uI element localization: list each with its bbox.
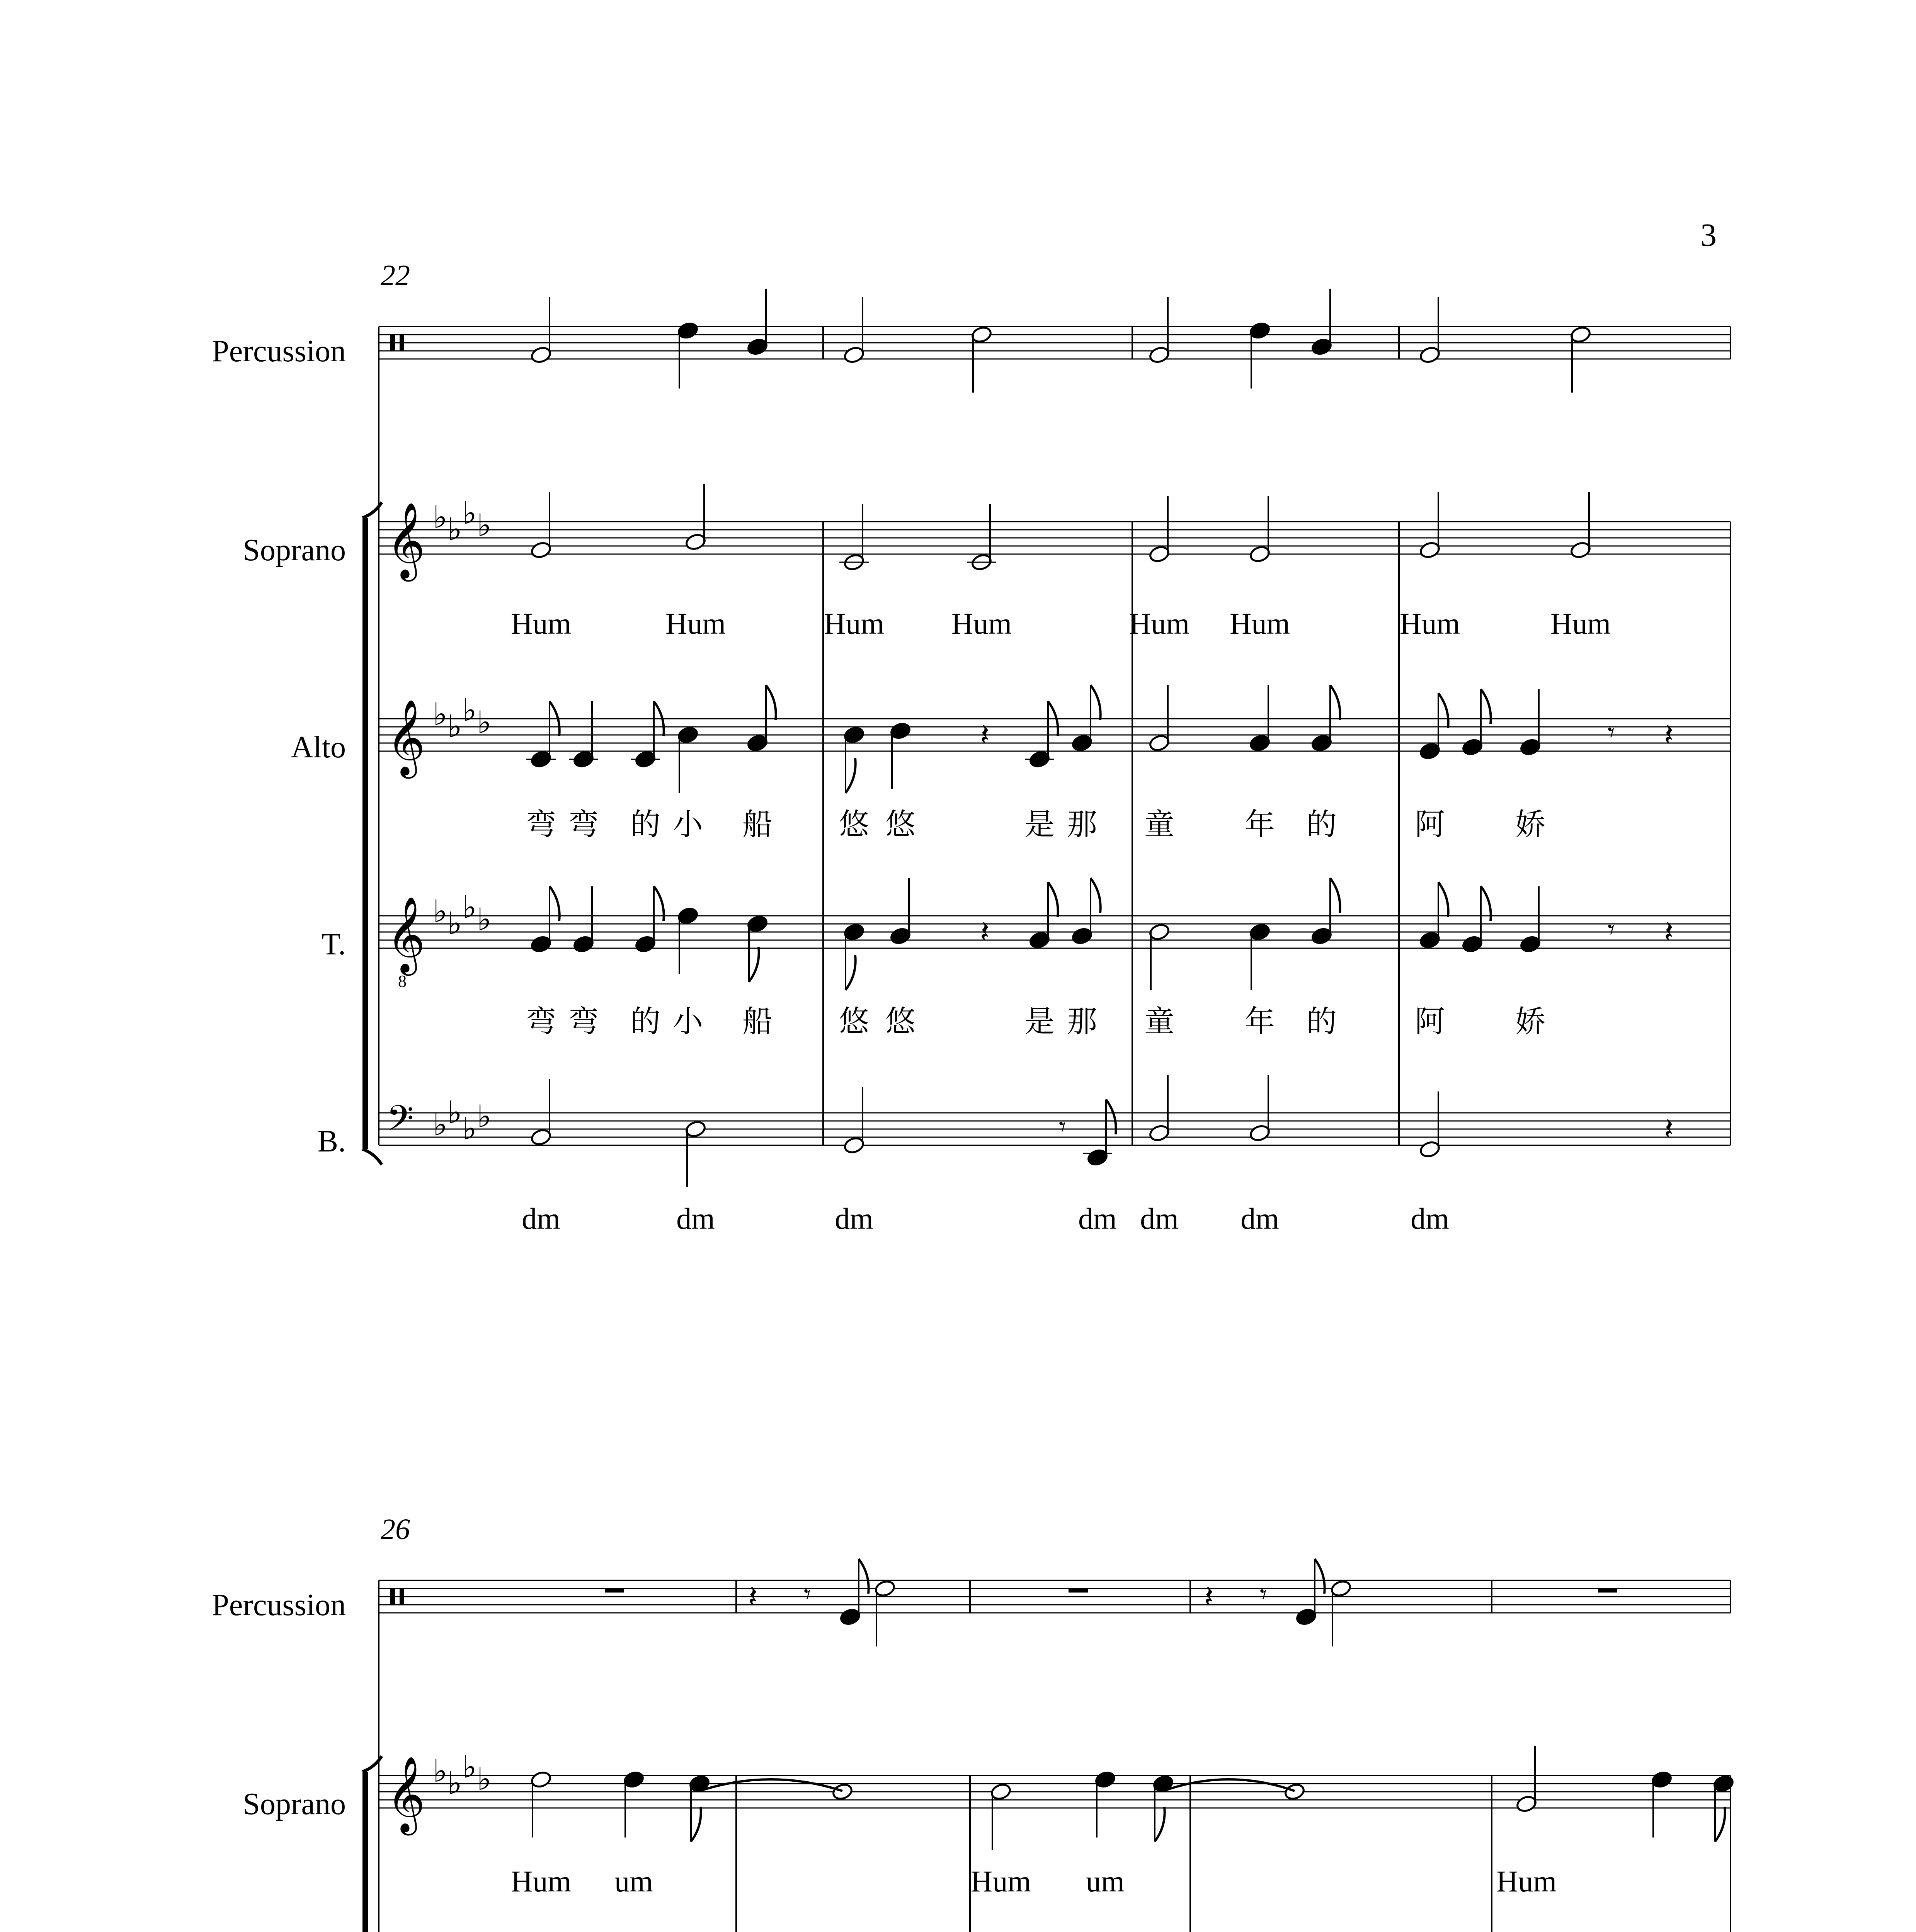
soprano-note xyxy=(530,541,552,559)
percussion-clef xyxy=(390,335,395,351)
tenor-note xyxy=(1249,923,1271,941)
lyric-alto: 年 xyxy=(1244,808,1275,841)
soprano-note xyxy=(990,1782,1012,1801)
percussion-note xyxy=(971,325,993,344)
flat-sign: ♭ xyxy=(433,1108,448,1142)
eighth-rest: 𝄾 xyxy=(804,1580,811,1610)
flat-sign: ♭ xyxy=(462,891,477,925)
lyric-alto: 的 xyxy=(1306,808,1337,841)
percussion-note xyxy=(1311,337,1333,356)
lyric-tenor: 的 xyxy=(630,1005,661,1038)
lyric-alto: 童 xyxy=(1144,808,1175,841)
percussion-note xyxy=(1295,1607,1317,1626)
flat-sign: ♭ xyxy=(462,1750,477,1785)
flat-sign: ♭ xyxy=(448,710,462,744)
note-flag xyxy=(766,685,776,720)
bass-note xyxy=(685,1120,707,1138)
note-flag xyxy=(1438,882,1448,917)
soprano-note xyxy=(832,1782,854,1801)
lyric-soprano: Hum xyxy=(665,607,726,640)
staff-soprano xyxy=(379,522,1731,554)
lyric-soprano: Hum xyxy=(824,607,884,640)
percussion-clef xyxy=(400,1588,404,1605)
tenor-note xyxy=(1029,931,1051,949)
tenor-note xyxy=(530,935,552,953)
flat-sign: ♭ xyxy=(477,509,492,543)
lyric-alto: 弯 xyxy=(568,808,599,841)
lyric-soprano: Hum xyxy=(1400,607,1460,640)
flat-sign: ♭ xyxy=(462,694,477,728)
staff-percussion xyxy=(379,1580,1731,1613)
note-flag xyxy=(1330,878,1340,913)
note-flag xyxy=(846,758,856,793)
lyric-bass: dm xyxy=(1140,1202,1179,1235)
flat-sign: ♭ xyxy=(477,706,492,740)
staff-bass xyxy=(379,1113,1731,1145)
instrument-name-soprano: Soprano xyxy=(243,1787,346,1821)
flat-sign: ♭ xyxy=(433,895,448,929)
tenor-note xyxy=(1462,935,1484,953)
lyric-tenor: 年 xyxy=(1244,1005,1275,1038)
lyric-soprano: Hum xyxy=(511,1864,571,1898)
percussion-note xyxy=(677,321,699,340)
lyric-alto: 船 xyxy=(742,808,773,841)
bass-note xyxy=(1249,1124,1271,1142)
eighth-rest: 𝄾 xyxy=(1260,1580,1267,1610)
instrument-name-soprano: Soprano xyxy=(243,533,346,567)
note-flag xyxy=(1091,685,1101,720)
soprano-note xyxy=(1149,545,1171,563)
lyric-bass: dm xyxy=(835,1202,873,1235)
instrument-name-bass: B. xyxy=(317,1124,346,1158)
note-flag xyxy=(1715,1807,1725,1842)
alto-note xyxy=(1520,738,1542,756)
alto-note xyxy=(1071,734,1093,752)
lyric-bass: dm xyxy=(676,1202,715,1235)
tenor-note xyxy=(677,906,699,925)
treble-clef: 𝄞 xyxy=(386,1758,425,1831)
percussion-note xyxy=(1419,345,1441,364)
percussion-note xyxy=(1149,345,1171,364)
treble-8vb-clef: 𝄞 xyxy=(386,898,425,971)
lyric-tenor: 是 xyxy=(1024,1005,1055,1038)
flat-sign: ♭ xyxy=(462,1112,477,1146)
lyric-tenor: 悠 xyxy=(839,1005,870,1038)
bass-note xyxy=(1087,1148,1109,1167)
tenor-note xyxy=(1419,931,1441,949)
bass-note xyxy=(1419,1140,1441,1158)
alto-note xyxy=(1249,734,1271,752)
whole-rest xyxy=(1598,1588,1617,1593)
soprano-note xyxy=(623,1770,645,1789)
lyric-soprano: Hum xyxy=(951,607,1012,640)
soprano-note xyxy=(1249,545,1271,563)
lyric-tenor: 那 xyxy=(1067,1005,1098,1038)
soprano-note xyxy=(1516,1794,1538,1813)
note-flag xyxy=(1091,878,1101,913)
tie xyxy=(699,1779,842,1791)
lyric-tenor: 弯 xyxy=(568,1005,599,1038)
note-flag xyxy=(1330,685,1340,720)
soprano-note xyxy=(685,532,707,551)
quarter-rest: 𝄽 xyxy=(1664,916,1674,950)
alto-note xyxy=(1462,738,1484,756)
percussion-note xyxy=(1570,325,1592,344)
percussion-note xyxy=(874,1579,896,1598)
note-flag xyxy=(1048,882,1058,917)
flat-sign: ♭ xyxy=(477,1763,492,1797)
percussion-clef xyxy=(390,1588,395,1605)
percussion-clef xyxy=(400,335,404,351)
instrument-name-percussion: Percussion xyxy=(212,334,346,368)
lyric-alto: 的 xyxy=(630,808,661,841)
staff-percussion xyxy=(379,327,1731,359)
soprano-note xyxy=(1570,541,1592,559)
flat-sign: ♭ xyxy=(448,907,462,941)
lyric-soprano: um xyxy=(1086,1864,1125,1898)
lyric-soprano: Hum xyxy=(971,1864,1031,1898)
lyric-soprano: Hum xyxy=(1550,607,1611,640)
lyric-alto: 娇 xyxy=(1515,808,1546,841)
bass-note xyxy=(1149,1124,1171,1142)
quarter-rest: 𝄽 xyxy=(980,719,990,753)
percussion-note xyxy=(1249,321,1271,340)
flat-sign: ♭ xyxy=(448,513,462,547)
instrument-name-percussion: Percussion xyxy=(212,1588,346,1622)
note-flag xyxy=(1438,693,1448,728)
percussion-note xyxy=(843,345,865,364)
lyric-tenor: 阿 xyxy=(1414,1005,1445,1038)
quarter-rest: 𝄽 xyxy=(748,1580,758,1614)
whole-rest xyxy=(1069,1588,1088,1593)
lyric-tenor: 小 xyxy=(672,1005,703,1038)
percussion-note xyxy=(747,337,769,356)
lyric-tenor: 弯 xyxy=(526,1005,556,1038)
quarter-rest: 𝄽 xyxy=(1204,1580,1214,1614)
tenor-note xyxy=(573,935,595,953)
eighth-rest: 𝄾 xyxy=(1059,1112,1066,1142)
alto-note xyxy=(677,726,699,744)
lyric-soprano: Hum xyxy=(511,607,571,640)
bracket-hook xyxy=(362,1149,382,1165)
bass-clef: 𝄢 xyxy=(386,1099,414,1146)
tenor-note xyxy=(843,923,865,941)
alto-note xyxy=(1419,742,1441,760)
quarter-rest: 𝄽 xyxy=(980,916,990,950)
lyric-soprano: um xyxy=(614,1864,653,1898)
octave-marker: 8 xyxy=(398,972,407,991)
lyric-tenor: 悠 xyxy=(885,1005,916,1038)
lyric-alto: 那 xyxy=(1067,808,1098,841)
percussion-note xyxy=(530,345,552,364)
eighth-rest: 𝄾 xyxy=(1608,718,1615,748)
tie xyxy=(1163,1779,1295,1791)
note-flag xyxy=(1155,1807,1165,1842)
bass-note xyxy=(843,1136,865,1155)
alto-note xyxy=(890,721,912,740)
treble-clef: 𝄞 xyxy=(386,701,425,774)
flat-sign: ♭ xyxy=(477,903,492,937)
lyric-alto: 弯 xyxy=(526,808,556,841)
bass-note xyxy=(530,1128,552,1146)
alto-note xyxy=(747,734,769,752)
lyric-bass: dm xyxy=(522,1202,560,1235)
lyric-bass: dm xyxy=(1411,1202,1449,1235)
page-number: 3 xyxy=(1700,217,1717,253)
instrument-name-alto: Alto xyxy=(291,730,346,764)
note-flag xyxy=(846,955,856,990)
lyric-tenor: 的 xyxy=(1306,1005,1337,1038)
flat-sign: ♭ xyxy=(477,1100,492,1134)
alto-note xyxy=(1311,734,1333,752)
tenor-note xyxy=(1311,927,1333,945)
lyric-tenor: 娇 xyxy=(1515,1005,1546,1038)
tenor-note xyxy=(890,927,912,945)
percussion-note xyxy=(1330,1579,1352,1598)
eighth-rest: 𝄾 xyxy=(1608,915,1615,945)
choir-bracket xyxy=(362,518,368,1149)
instrument-name-tenor: T. xyxy=(322,927,346,961)
lyric-alto: 小 xyxy=(672,808,703,841)
soprano-note xyxy=(530,1770,552,1789)
treble-clef: 𝄞 xyxy=(386,504,425,577)
measure-number-system-2: 26 xyxy=(381,1513,410,1546)
measure-number-system-1: 22 xyxy=(381,259,410,292)
soprano-note xyxy=(1651,1770,1673,1789)
choir-bracket xyxy=(362,1772,368,1932)
whole-rest xyxy=(605,1588,624,1593)
tenor-note xyxy=(1149,923,1171,941)
soprano-note xyxy=(1094,1770,1116,1789)
lyric-alto: 悠 xyxy=(885,808,916,841)
lyric-bass: dm xyxy=(1078,1202,1117,1235)
tenor-note xyxy=(1520,935,1542,953)
flat-sign: ♭ xyxy=(433,501,448,535)
soprano-note xyxy=(1284,1782,1306,1801)
alto-note xyxy=(1149,734,1171,752)
flat-sign: ♭ xyxy=(433,1755,448,1789)
soprano-note xyxy=(1419,541,1441,559)
quarter-rest: 𝄽 xyxy=(1664,719,1674,753)
tenor-note xyxy=(1071,927,1093,945)
flat-sign: ♭ xyxy=(448,1767,462,1801)
lyric-tenor: 船 xyxy=(742,1005,773,1038)
note-flag xyxy=(749,947,759,982)
tenor-note xyxy=(635,935,657,953)
lyric-alto: 悠 xyxy=(839,808,870,841)
percussion-note xyxy=(839,1607,861,1626)
lyric-tenor: 童 xyxy=(1144,1005,1175,1038)
flat-sign: ♭ xyxy=(433,698,448,732)
lyric-soprano: Hum xyxy=(1129,607,1189,640)
tenor-note xyxy=(747,915,769,933)
quarter-rest: 𝄽 xyxy=(1664,1113,1674,1147)
flat-sign: ♭ xyxy=(462,497,477,531)
lyric-alto: 阿 xyxy=(1414,808,1445,841)
lyric-soprano: Hum xyxy=(1496,1864,1557,1898)
lyric-bass: dm xyxy=(1240,1202,1279,1235)
note-flag xyxy=(691,1807,701,1842)
alto-note xyxy=(843,726,865,744)
lyric-soprano: Hum xyxy=(1230,607,1290,640)
flat-sign: ♭ xyxy=(448,1096,462,1130)
lyric-alto: 是 xyxy=(1024,808,1055,841)
